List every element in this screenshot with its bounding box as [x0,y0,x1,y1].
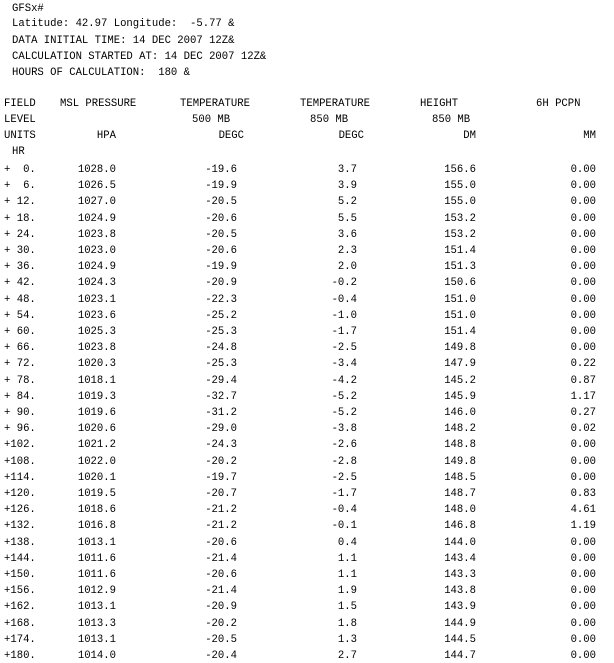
hour-cell: +120. [4,488,36,500]
hour-cell: + 48. [4,293,36,306]
value-cell: 0.00 [570,455,596,468]
value-cell: 145.2 [444,374,476,387]
value-cell: 2.7 [337,650,357,662]
value-cell: 149.8 [444,342,476,355]
value-cell: -20.6 [205,569,237,581]
value-cell: 0.00 [570,471,596,484]
field-header-cell: MSL PRESSURE [60,98,137,110]
value-cell: -20.5 [205,196,237,209]
field-header-cell: FIELD [4,98,36,110]
value-cell: -21.2 [205,504,237,517]
value-cell: -25.2 [205,309,237,322]
value-cell: 0.00 [570,164,596,176]
value-cell: 144.5 [444,633,476,646]
hour-cell: +180. [4,650,36,662]
value-cell: 3.9 [337,180,357,193]
value-cell: 1013.1 [77,601,116,614]
value-cell: 149.8 [444,455,476,468]
hour-cell: + 42. [4,277,36,290]
value-cell: 1.3 [337,633,357,646]
value-cell: 1020.1 [77,471,116,484]
hour-cell: +150. [4,569,36,581]
value-cell: 1027.0 [77,196,116,209]
hour-cell: + 24. [4,228,36,241]
value-cell: -21.4 [205,552,237,565]
value-cell: 0.00 [570,196,596,209]
value-cell: 1023.0 [77,245,116,257]
value-cell: 0.00 [570,536,596,549]
value-cell: 1021.2 [77,439,116,452]
hour-cell: +114. [4,471,36,484]
value-cell: -1.7 [331,326,357,338]
hr-label: HR [12,146,25,158]
hour-cell: + 72. [4,358,36,371]
value-cell: 1019.6 [77,407,116,419]
hour-cell: + 66. [4,342,36,355]
level-header-cell: 850 MB [310,114,349,126]
hour-cell: + 90. [4,407,36,419]
value-cell: 2.0 [337,261,357,274]
value-cell: 156.6 [444,164,476,176]
value-cell: 155.0 [444,180,476,193]
value-cell: 0.4 [337,536,357,549]
value-cell: 0.00 [570,245,596,257]
value-cell: 0.00 [570,180,596,193]
value-cell: 148.8 [444,439,476,452]
value-cell: 1023.1 [77,293,116,306]
value-cell: 0.00 [570,326,596,338]
hour-cell: +144. [4,552,36,565]
value-cell: 151.0 [444,293,476,306]
value-cell: 0.00 [570,439,596,452]
value-cell: 5.5 [337,212,357,225]
value-cell: 153.2 [444,228,476,241]
hour-cell: +102. [4,439,36,452]
value-cell: 147.9 [444,358,476,371]
hour-cell: +126. [4,504,36,517]
value-cell: 0.87 [570,374,596,387]
value-cell: -21.4 [205,585,237,598]
value-cell: 1020.3 [77,358,116,371]
value-cell: 1013.1 [77,536,116,549]
value-cell: 0.00 [570,261,596,274]
value-cell: 0.00 [570,212,596,225]
value-cell: -20.6 [205,212,237,225]
field-header-cell: 6H PCPN [536,98,581,110]
value-cell: 1025.3 [77,326,116,338]
value-cell: 3.6 [337,228,357,241]
units-header-cell: MM [583,130,596,142]
value-cell: 0.00 [570,585,596,598]
value-cell: 146.0 [444,407,476,419]
value-cell: 1013.3 [77,617,116,630]
value-cell: -0.2 [331,277,357,290]
value-cell: 1011.6 [77,552,116,565]
value-cell: 1014.0 [77,650,116,662]
hour-cell: +174. [4,633,36,646]
value-cell: 1022.0 [77,455,116,468]
value-cell: 0.00 [570,650,596,662]
hour-cell: +138. [4,536,36,549]
value-cell: -22.3 [205,293,237,306]
field-header-cell: TEMPERATURE [300,98,370,110]
value-cell: -20.5 [205,633,237,646]
value-cell: 1018.1 [77,374,116,387]
value-cell: -20.4 [205,650,237,662]
value-cell: -2.5 [331,342,357,355]
value-cell: 1020.6 [77,423,116,436]
units-header-cell: UNITS [4,130,36,142]
value-cell: 143.4 [444,552,476,565]
calc-started-line: CALCULATION STARTED AT: 14 DEC 2007 12Z& [12,51,267,63]
value-cell: 0.00 [570,277,596,290]
level-header-cell: 850 MB [432,114,471,126]
value-cell: -19.9 [205,180,237,193]
location-line: Latitude: 42.97 Longitude: -5.77 & [12,18,235,30]
value-cell: -21.2 [205,520,237,533]
value-cell: 0.00 [570,342,596,355]
value-cell: 1026.5 [77,180,116,193]
value-cell: 3.7 [337,164,357,176]
value-cell: -0.4 [331,504,357,517]
field-header-cell: HEIGHT [420,98,459,110]
value-cell: 144.0 [444,536,476,549]
value-cell: 1024.9 [77,261,116,274]
value-cell: 144.9 [444,617,476,630]
units-header-cell: HPA [96,130,116,142]
value-cell: -3.4 [331,358,357,371]
value-cell: -20.2 [205,617,237,630]
value-cell: 0.00 [570,293,596,306]
hour-cell: + 54. [4,309,36,322]
value-cell: -3.8 [331,423,357,436]
hour-cell: +132. [4,520,36,533]
value-cell: 1.1 [337,569,357,581]
value-cell: 1016.8 [77,520,116,533]
value-cell: 151.4 [444,245,476,257]
value-cell: -20.2 [205,455,237,468]
value-cell: 151.0 [444,309,476,322]
hour-cell: + 36. [4,261,36,274]
value-cell: -4.2 [331,374,357,387]
hour-cell: + 18. [4,212,36,225]
value-cell: 151.3 [444,261,476,274]
value-cell: -5.2 [331,407,357,419]
value-cell: -20.6 [205,536,237,549]
value-cell: 143.9 [444,601,476,614]
value-cell: 1023.8 [77,228,116,241]
value-cell: -29.0 [205,423,237,436]
value-cell: 148.2 [444,423,476,436]
value-cell: 148.5 [444,471,476,484]
value-cell: 1.5 [337,601,357,614]
value-cell: 0.00 [570,552,596,565]
value-cell: -19.9 [205,261,237,274]
value-cell: -20.9 [205,277,237,290]
value-cell: 151.4 [444,326,476,338]
hour-cell: + 96. [4,423,36,436]
value-cell: 1.8 [337,617,357,630]
value-cell: 155.0 [444,196,476,209]
value-cell: 1023.6 [77,309,116,322]
hour-cell: + 30. [4,245,36,257]
hour-cell: + 78. [4,374,36,387]
value-cell: 1013.1 [77,633,116,646]
value-cell: -2.5 [331,471,357,484]
value-cell: 1.9 [337,585,357,598]
initial-time-line: DATA INITIAL TIME: 14 DEC 2007 12Z& [12,35,235,47]
value-cell: 1011.6 [77,569,116,581]
value-cell: 1023.8 [77,342,116,355]
value-cell: -0.4 [331,293,357,306]
units-header-cell: DM [463,130,476,142]
value-cell: -20.6 [205,245,237,257]
value-cell: 0.83 [570,488,596,500]
value-cell: 1.1 [337,552,357,565]
value-cell: 144.7 [444,650,476,662]
value-cell: -2.6 [331,439,357,452]
value-cell: -24.3 [205,439,237,452]
value-cell: 0.00 [570,633,596,646]
level-header-cell: 500 MB [192,114,231,126]
value-cell: 0.00 [570,309,596,322]
value-cell: 0.02 [570,423,596,436]
hour-cell: + 84. [4,390,36,403]
value-cell: 1019.3 [77,390,116,403]
hour-cell: +162. [4,601,36,614]
value-cell: 150.6 [444,277,476,290]
value-cell: -25.3 [205,326,237,338]
value-cell: 146.8 [444,520,476,533]
value-cell: 1018.6 [77,504,116,517]
value-cell: 1028.0 [77,164,116,176]
value-cell: -0.1 [331,520,357,533]
value-cell: 0.22 [570,358,596,371]
value-cell: 2.3 [337,245,357,257]
value-cell: 4.61 [570,504,596,517]
value-cell: -20.9 [205,601,237,614]
hour-cell: +108. [4,455,36,468]
value-cell: 5.2 [337,196,357,209]
level-header-cell: LEVEL [4,114,36,126]
value-cell: 143.8 [444,585,476,598]
field-header-cell: TEMPERATURE [180,98,250,110]
hour-cell: +156. [4,585,36,598]
hour-cell: + 0. [4,164,36,176]
value-cell: 1024.9 [77,212,116,225]
report-title: GFSx# [12,3,44,15]
value-cell: 153.2 [444,212,476,225]
value-cell: -1.0 [331,309,357,322]
value-cell: -2.8 [331,455,357,468]
value-cell: 148.0 [444,504,476,517]
value-cell: -20.7 [205,488,237,500]
value-cell: 0.00 [570,228,596,241]
hours-line: HOURS OF CALCULATION: 180 & [12,67,191,79]
value-cell: -1.7 [331,488,357,500]
value-cell: 0.00 [570,569,596,581]
value-cell: -29.4 [205,374,237,387]
value-cell: 0.00 [570,601,596,614]
hour-cell: + 60. [4,326,36,338]
value-cell: -32.7 [205,390,237,403]
value-cell: -31.2 [205,407,237,419]
value-cell: 143.3 [444,569,476,581]
value-cell: -25.3 [205,358,237,371]
value-cell: 1024.3 [77,277,116,290]
value-cell: -5.2 [331,390,357,403]
units-header-cell: DEGC [218,130,244,142]
value-cell: -19.6 [205,164,237,176]
value-cell: 1.19 [570,520,596,533]
value-cell: -20.5 [205,228,237,241]
value-cell: 145.9 [444,390,476,403]
value-cell: 0.27 [570,407,596,419]
value-cell: 148.7 [444,488,476,500]
value-cell: -24.8 [205,342,237,355]
value-cell: 1019.5 [77,488,116,500]
value-cell: -19.7 [205,471,237,484]
value-cell: 1012.9 [77,585,116,598]
hour-cell: +168. [4,617,36,630]
hour-cell: + 6. [4,180,36,193]
units-header-cell: DEGC [338,130,364,142]
value-cell: 1.17 [570,390,596,403]
hour-cell: + 12. [4,196,36,209]
value-cell: 0.00 [570,617,596,630]
